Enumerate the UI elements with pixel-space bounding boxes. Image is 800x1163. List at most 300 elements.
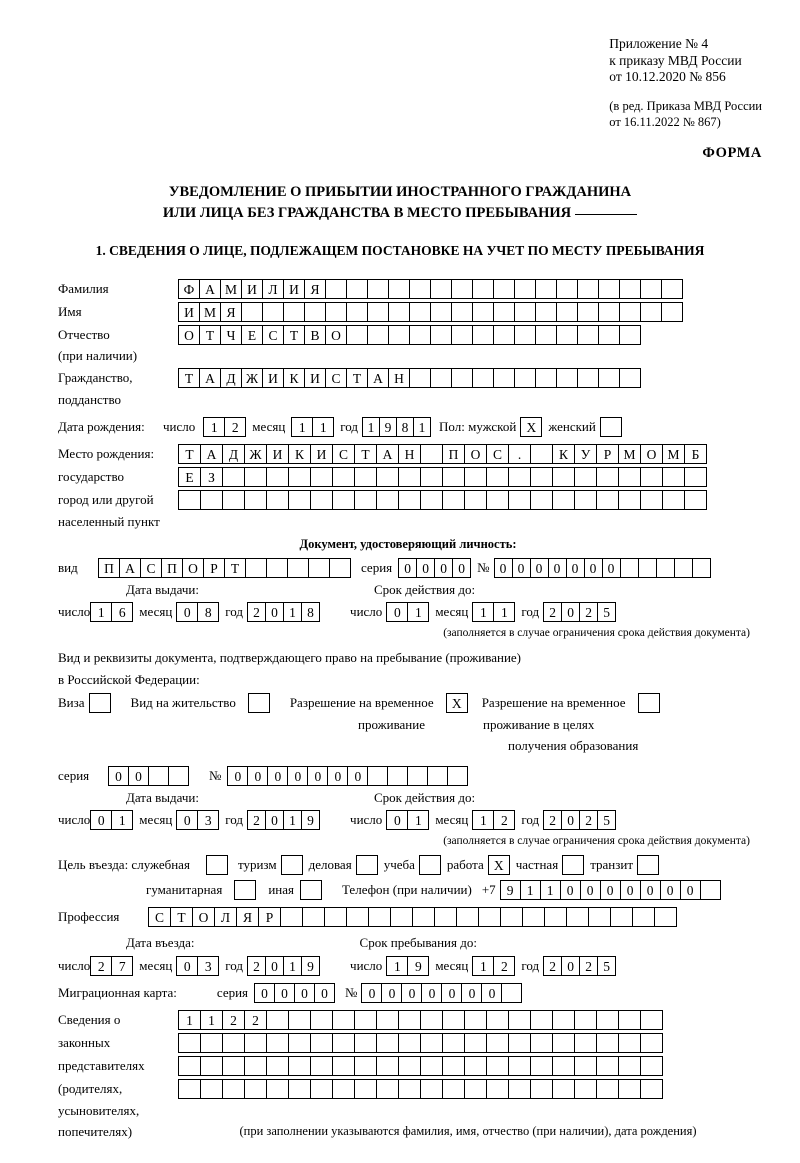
cell[interactable]: Н — [398, 444, 421, 464]
cell[interactable] — [332, 1079, 355, 1099]
cell[interactable] — [598, 325, 620, 345]
cell[interactable] — [544, 907, 567, 927]
legal-rep-row-2-input[interactable] — [178, 1033, 663, 1053]
cell[interactable]: 1 — [362, 417, 380, 437]
cell[interactable]: П — [442, 444, 465, 464]
cell[interactable] — [530, 1056, 553, 1076]
cell[interactable] — [288, 1079, 311, 1099]
cell[interactable] — [508, 1079, 531, 1099]
cell[interactable] — [178, 1079, 201, 1099]
cell[interactable]: 0 — [265, 602, 284, 622]
cell[interactable] — [376, 467, 399, 487]
cell[interactable] — [535, 325, 557, 345]
cell[interactable] — [514, 279, 536, 299]
cell[interactable] — [324, 907, 347, 927]
cell[interactable] — [288, 490, 311, 510]
cell[interactable]: 2 — [222, 1010, 245, 1030]
cell[interactable]: 7 — [111, 956, 133, 976]
cell[interactable]: 0 — [602, 558, 621, 578]
cell[interactable]: Т — [224, 558, 246, 578]
cell[interactable] — [376, 1079, 399, 1099]
cell[interactable]: 2 — [224, 417, 246, 437]
cell[interactable]: Ж — [244, 444, 267, 464]
cell[interactable] — [662, 467, 685, 487]
cell[interactable]: З — [200, 467, 223, 487]
permit-series-input[interactable] — [108, 766, 189, 786]
cell[interactable]: 1 — [203, 417, 225, 437]
cell[interactable] — [640, 302, 662, 322]
cell[interactable] — [148, 766, 169, 786]
residence-permit-checkbox[interactable] — [248, 693, 270, 713]
cell[interactable] — [661, 302, 683, 322]
permit-issue-day-input[interactable] — [90, 810, 133, 830]
cell[interactable]: О — [464, 444, 487, 464]
cell[interactable]: 0 — [481, 983, 502, 1003]
cell[interactable] — [325, 279, 347, 299]
cell[interactable] — [662, 490, 685, 510]
cell[interactable] — [302, 907, 325, 927]
cell[interactable]: 0 — [461, 983, 482, 1003]
cell[interactable]: Т — [178, 368, 200, 388]
cell[interactable] — [640, 1056, 663, 1076]
cell[interactable] — [288, 1056, 311, 1076]
cell[interactable]: 2 — [247, 810, 266, 830]
birth-month-input[interactable] — [291, 417, 334, 437]
permit-issue-month-input[interactable] — [176, 810, 219, 830]
cell[interactable]: 0 — [314, 983, 335, 1003]
cell[interactable] — [308, 558, 330, 578]
cell[interactable] — [398, 467, 421, 487]
cell[interactable] — [464, 1079, 487, 1099]
cell[interactable] — [200, 1079, 223, 1099]
cell[interactable] — [354, 1033, 377, 1053]
patronymic-input[interactable] — [178, 325, 641, 345]
cell[interactable]: А — [119, 558, 141, 578]
cell[interactable]: 0 — [561, 602, 580, 622]
cell[interactable] — [692, 558, 711, 578]
iddoc-series-input[interactable] — [398, 558, 471, 578]
cell[interactable] — [288, 1010, 311, 1030]
cell[interactable]: 0 — [176, 602, 198, 622]
cell[interactable]: 2 — [543, 602, 562, 622]
cell[interactable] — [409, 325, 431, 345]
cell[interactable]: 1 — [472, 602, 494, 622]
cell[interactable] — [472, 302, 494, 322]
cell[interactable] — [619, 368, 641, 388]
cell[interactable] — [574, 1033, 597, 1053]
cell[interactable]: . — [508, 444, 531, 464]
cell[interactable]: Л — [262, 279, 284, 299]
cell[interactable] — [332, 467, 355, 487]
cell[interactable] — [640, 1079, 663, 1099]
citizenship-input[interactable] — [178, 368, 641, 388]
cell[interactable]: О — [182, 558, 204, 578]
cell[interactable] — [661, 279, 683, 299]
cell[interactable] — [310, 1079, 333, 1099]
cell[interactable]: 0 — [584, 558, 603, 578]
cell[interactable] — [684, 467, 707, 487]
cell[interactable]: 1 — [90, 602, 112, 622]
cell[interactable] — [398, 1010, 421, 1030]
cell[interactable] — [464, 1033, 487, 1053]
cell[interactable] — [354, 1056, 377, 1076]
cell[interactable] — [640, 490, 663, 510]
cell[interactable] — [596, 490, 619, 510]
cell[interactable] — [556, 302, 578, 322]
cell[interactable]: 0 — [287, 766, 308, 786]
cell[interactable] — [486, 1056, 509, 1076]
cell[interactable]: Я — [236, 907, 259, 927]
cell[interactable]: Е — [178, 467, 201, 487]
cell[interactable]: Р — [596, 444, 619, 464]
cell[interactable] — [464, 490, 487, 510]
cell[interactable] — [610, 907, 633, 927]
cell[interactable]: 0 — [294, 983, 315, 1003]
purpose-tourism-checkbox[interactable] — [281, 855, 303, 875]
cell[interactable] — [346, 279, 368, 299]
cell[interactable] — [222, 1033, 245, 1053]
temp-residence-checkbox[interactable]: Х — [446, 693, 468, 713]
cell[interactable]: 0 — [660, 880, 681, 900]
cell[interactable] — [427, 766, 448, 786]
cell[interactable]: И — [310, 444, 333, 464]
cell[interactable]: 1 — [283, 956, 302, 976]
cell[interactable]: 0 — [640, 880, 661, 900]
stay-year-input[interactable] — [543, 956, 616, 976]
cell[interactable] — [354, 490, 377, 510]
cell[interactable] — [266, 467, 289, 487]
cell[interactable] — [430, 302, 452, 322]
cell[interactable] — [332, 1056, 355, 1076]
cell[interactable]: 1 — [540, 880, 561, 900]
cell[interactable]: 2 — [90, 956, 112, 976]
cell[interactable]: 1 — [413, 417, 431, 437]
cell[interactable]: С — [325, 368, 347, 388]
cell[interactable] — [456, 907, 479, 927]
iddoc-valid-year-input[interactable] — [543, 602, 616, 622]
cell[interactable]: А — [367, 368, 389, 388]
cell[interactable]: 0 — [386, 602, 408, 622]
cell[interactable] — [493, 368, 515, 388]
cell[interactable] — [530, 1079, 553, 1099]
cell[interactable] — [178, 1033, 201, 1053]
cell[interactable] — [620, 558, 639, 578]
cell[interactable] — [574, 490, 597, 510]
cell[interactable] — [388, 325, 410, 345]
cell[interactable]: О — [325, 325, 347, 345]
cell[interactable]: 0 — [108, 766, 129, 786]
cell[interactable] — [388, 279, 410, 299]
cell[interactable] — [514, 302, 536, 322]
iddoc-number-input[interactable] — [494, 558, 711, 578]
cell[interactable] — [329, 558, 351, 578]
cell[interactable]: 9 — [407, 956, 429, 976]
cell[interactable]: П — [161, 558, 183, 578]
cell[interactable] — [493, 302, 515, 322]
cell[interactable] — [535, 279, 557, 299]
cell[interactable] — [619, 325, 641, 345]
cell[interactable]: 9 — [301, 956, 320, 976]
cell[interactable] — [398, 1079, 421, 1099]
cell[interactable]: 0 — [600, 880, 621, 900]
cell[interactable] — [618, 490, 641, 510]
entry-year-input[interactable] — [247, 956, 320, 976]
cell[interactable]: М — [199, 302, 221, 322]
birth-year-input[interactable] — [362, 417, 431, 437]
cell[interactable]: 0 — [227, 766, 248, 786]
cell[interactable] — [420, 467, 443, 487]
cell[interactable]: 1 — [111, 810, 133, 830]
cell[interactable] — [632, 907, 655, 927]
cell[interactable] — [178, 1056, 201, 1076]
cell[interactable]: Т — [178, 444, 201, 464]
cell[interactable]: А — [200, 444, 223, 464]
cell[interactable] — [442, 1079, 465, 1099]
permit-valid-day-input[interactable] — [386, 810, 429, 830]
cell[interactable]: 8 — [396, 417, 414, 437]
cell[interactable] — [618, 1010, 641, 1030]
cell[interactable] — [346, 302, 368, 322]
cell[interactable]: Я — [304, 279, 326, 299]
cell[interactable] — [535, 302, 557, 322]
cell[interactable] — [222, 1079, 245, 1099]
cell[interactable] — [618, 1033, 641, 1053]
permit-valid-year-input[interactable] — [543, 810, 616, 830]
cell[interactable]: 0 — [90, 810, 112, 830]
cell[interactable]: М — [618, 444, 641, 464]
cell[interactable] — [407, 766, 428, 786]
cell[interactable]: О — [192, 907, 215, 927]
cell[interactable]: 0 — [398, 558, 417, 578]
cell[interactable] — [304, 302, 326, 322]
cell[interactable] — [442, 1033, 465, 1053]
cell[interactable] — [552, 1079, 575, 1099]
cell[interactable] — [332, 490, 355, 510]
cell[interactable] — [530, 444, 553, 464]
cell[interactable]: С — [332, 444, 355, 464]
cell[interactable] — [280, 907, 303, 927]
cell[interactable]: 1 — [407, 602, 429, 622]
cell[interactable] — [262, 302, 284, 322]
cell[interactable] — [598, 279, 620, 299]
cell[interactable]: 0 — [265, 810, 284, 830]
cell[interactable] — [618, 1056, 641, 1076]
cell[interactable]: 0 — [441, 983, 462, 1003]
cell[interactable] — [472, 279, 494, 299]
cell[interactable] — [486, 1079, 509, 1099]
cell[interactable]: Ф — [178, 279, 200, 299]
cell[interactable] — [451, 325, 473, 345]
cell[interactable] — [398, 490, 421, 510]
cell[interactable] — [500, 907, 523, 927]
cell[interactable]: Я — [220, 302, 242, 322]
permit-number-input[interactable] — [227, 766, 468, 786]
birthplace-row-2-input[interactable] — [178, 467, 707, 487]
cell[interactable]: С — [140, 558, 162, 578]
cell[interactable] — [178, 490, 201, 510]
cell[interactable]: 3 — [197, 956, 219, 976]
cell[interactable]: 8 — [197, 602, 219, 622]
cell[interactable] — [464, 467, 487, 487]
cell[interactable]: 0 — [561, 810, 580, 830]
purpose-private-checkbox[interactable] — [562, 855, 584, 875]
cell[interactable]: 0 — [434, 558, 453, 578]
cell[interactable] — [332, 1033, 355, 1053]
cell[interactable] — [430, 279, 452, 299]
cell[interactable]: И — [266, 444, 289, 464]
cell[interactable]: А — [199, 368, 221, 388]
cell[interactable]: 0 — [128, 766, 149, 786]
cell[interactable]: М — [220, 279, 242, 299]
cell[interactable] — [368, 907, 391, 927]
cell[interactable] — [514, 368, 536, 388]
cell[interactable] — [486, 490, 509, 510]
purpose-other-checkbox[interactable] — [300, 880, 322, 900]
surname-input[interactable] — [178, 279, 683, 299]
cell[interactable]: И — [262, 368, 284, 388]
cell[interactable]: К — [552, 444, 575, 464]
cell[interactable]: 2 — [244, 1010, 267, 1030]
cell[interactable] — [478, 907, 501, 927]
birthplace-row-1-input[interactable] — [178, 444, 707, 464]
cell[interactable] — [574, 1010, 597, 1030]
cell[interactable] — [501, 983, 522, 1003]
cell[interactable] — [376, 1056, 399, 1076]
cell[interactable] — [588, 907, 611, 927]
cell[interactable]: 0 — [452, 558, 471, 578]
cell[interactable] — [200, 1033, 223, 1053]
cell[interactable] — [245, 558, 267, 578]
sex-female-checkbox[interactable] — [600, 417, 622, 437]
cell[interactable]: 3 — [197, 810, 219, 830]
cell[interactable]: И — [178, 302, 200, 322]
cell[interactable] — [266, 490, 289, 510]
cell[interactable] — [325, 302, 347, 322]
cell[interactable]: Д — [222, 444, 245, 464]
cell[interactable] — [244, 490, 267, 510]
cell[interactable]: 1 — [178, 1010, 201, 1030]
migration-number-input[interactable] — [361, 983, 522, 1003]
cell[interactable]: 0 — [265, 956, 284, 976]
cell[interactable] — [447, 766, 468, 786]
cell[interactable]: Т — [354, 444, 377, 464]
cell[interactable]: 0 — [274, 983, 295, 1003]
cell[interactable]: 1 — [283, 810, 302, 830]
iddoc-valid-month-input[interactable] — [472, 602, 515, 622]
cell[interactable] — [387, 766, 408, 786]
cell[interactable]: 2 — [493, 956, 515, 976]
cell[interactable] — [288, 1033, 311, 1053]
cell[interactable] — [367, 766, 388, 786]
cell[interactable] — [574, 1056, 597, 1076]
cell[interactable] — [577, 325, 599, 345]
phone-input[interactable] — [500, 880, 721, 900]
cell[interactable] — [332, 1010, 355, 1030]
purpose-work-checkbox[interactable]: Х — [488, 855, 510, 875]
cell[interactable] — [508, 1010, 531, 1030]
cell[interactable]: У — [574, 444, 597, 464]
purpose-service-checkbox[interactable] — [206, 855, 228, 875]
cell[interactable] — [640, 467, 663, 487]
cell[interactable] — [409, 279, 431, 299]
cell[interactable] — [530, 1010, 553, 1030]
cell[interactable]: 5 — [597, 956, 616, 976]
cell[interactable] — [618, 1079, 641, 1099]
cell[interactable] — [434, 907, 457, 927]
cell[interactable] — [266, 1079, 289, 1099]
cell[interactable]: Т — [199, 325, 221, 345]
cell[interactable] — [556, 325, 578, 345]
cell[interactable]: 0 — [307, 766, 328, 786]
cell[interactable] — [420, 1079, 443, 1099]
sex-male-checkbox[interactable]: Х — [520, 417, 542, 437]
cell[interactable]: Ч — [220, 325, 242, 345]
cell[interactable] — [409, 368, 431, 388]
cell[interactable] — [420, 490, 443, 510]
cell[interactable] — [574, 467, 597, 487]
permit-issue-year-input[interactable] — [247, 810, 320, 830]
purpose-transit-checkbox[interactable] — [637, 855, 659, 875]
cell[interactable] — [244, 1056, 267, 1076]
birthplace-row-3-input[interactable] — [178, 490, 707, 510]
cell[interactable]: 1 — [386, 956, 408, 976]
cell[interactable]: Ж — [241, 368, 263, 388]
cell[interactable] — [654, 907, 677, 927]
cell[interactable] — [464, 1010, 487, 1030]
cell[interactable] — [310, 1010, 333, 1030]
cell[interactable] — [574, 1079, 597, 1099]
cell[interactable] — [398, 1056, 421, 1076]
cell[interactable]: 0 — [530, 558, 549, 578]
cell[interactable] — [552, 467, 575, 487]
cell[interactable]: 9 — [500, 880, 521, 900]
cell[interactable]: Л — [214, 907, 237, 927]
cell[interactable] — [266, 558, 288, 578]
cell[interactable]: 0 — [327, 766, 348, 786]
cell[interactable] — [244, 1033, 267, 1053]
cell[interactable]: К — [283, 368, 305, 388]
cell[interactable] — [464, 1056, 487, 1076]
cell[interactable] — [530, 1033, 553, 1053]
cell[interactable]: 8 — [301, 602, 320, 622]
cell[interactable] — [310, 490, 333, 510]
cell[interactable] — [552, 1056, 575, 1076]
iddoc-issue-month-input[interactable] — [176, 602, 219, 622]
entry-month-input[interactable] — [176, 956, 219, 976]
cell[interactable]: 1 — [472, 810, 494, 830]
cell[interactable] — [552, 490, 575, 510]
cell[interactable] — [596, 1010, 619, 1030]
purpose-study-checkbox[interactable] — [419, 855, 441, 875]
cell[interactable] — [200, 490, 223, 510]
cell[interactable] — [530, 467, 553, 487]
cell[interactable]: 0 — [386, 810, 408, 830]
iddoc-valid-day-input[interactable] — [386, 602, 429, 622]
cell[interactable] — [354, 1010, 377, 1030]
cell[interactable]: 0 — [254, 983, 275, 1003]
cell[interactable] — [577, 368, 599, 388]
iddoc-kind-input[interactable] — [98, 558, 351, 578]
cell[interactable]: 1 — [407, 810, 429, 830]
cell[interactable] — [430, 368, 452, 388]
cell[interactable]: Т — [283, 325, 305, 345]
cell[interactable] — [390, 907, 413, 927]
purpose-humanitarian-checkbox[interactable] — [234, 880, 256, 900]
cell[interactable] — [168, 766, 189, 786]
migration-series-input[interactable] — [254, 983, 335, 1003]
cell[interactable]: 2 — [543, 956, 562, 976]
cell[interactable] — [354, 1079, 377, 1099]
